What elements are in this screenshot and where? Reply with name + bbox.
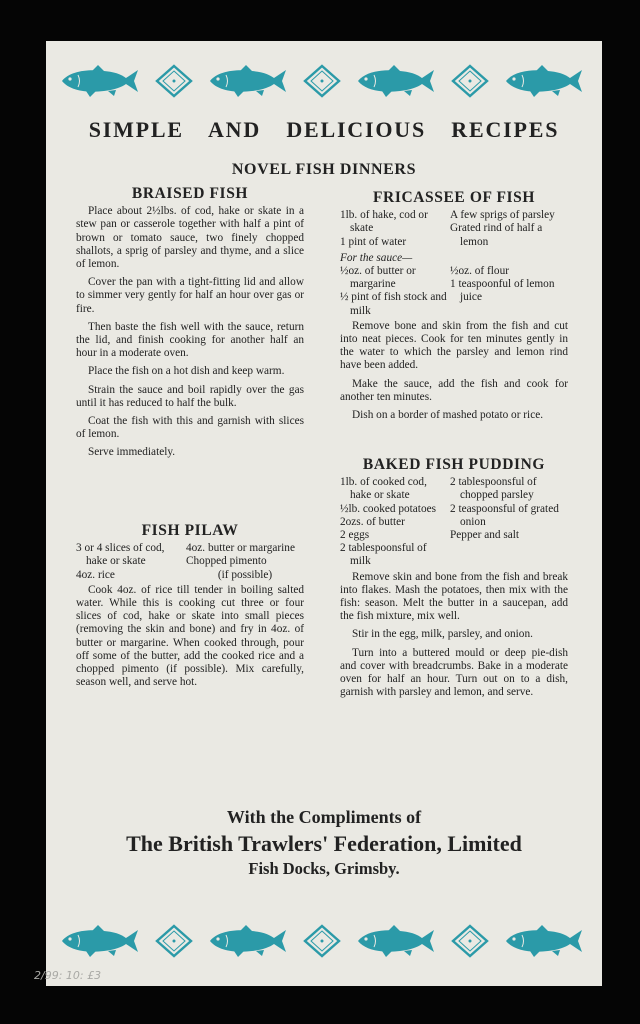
bottom-fish-border [46, 923, 602, 963]
baked-pudding-heading: BAKED FISH PUDDING [362, 456, 546, 473]
compliments-line: With the Compliments of [226, 807, 422, 827]
sauce-label: For the sauce— [340, 251, 413, 264]
fish-icon [58, 923, 142, 959]
recipe-leaflet [34, 41, 602, 986]
ingredient: 1lb. of cooked cod, hake or skate [340, 476, 427, 502]
ingredient: Pepper and salt [450, 529, 520, 542]
ingredient: 2 tablespoonsful of milk [340, 542, 427, 568]
baked-fish-pudding-recipe [340, 458, 568, 704]
braised-fish-step: Then baste the fish well with the sauce, return the lid, and finish cooking for another half an hour in a moderate oven. [76, 320, 304, 360]
fricassee-step: Dish on a border of mashed potato or rice. [352, 409, 544, 422]
ingredient: ½oz. of flour [450, 265, 509, 278]
flatfish-icon [153, 923, 195, 959]
flatfish-icon [301, 923, 343, 959]
flatfish-icon [449, 923, 491, 959]
fricassee-step: Remove bone and skin from the fish and cut into neat pieces. Cook for ten minutes gently in the water to which the parsley and lemon rind have been added. [340, 319, 568, 372]
ingredient: 2ozs. of butter [340, 515, 405, 528]
fish-pilaw-method: Cook 4oz. of rice till tender in boiling salted water. While this is cooking cut three or four slices of cod, hake or skate into small pieces (removing the skin and bone) and fry in 4oz. of butter or margarine. When cooked through, pour off some of the butter, add the cooked rice and a chopped pimento (if possible). Mix carefully, season well, and serve hot. [76, 583, 304, 689]
ingredient: 1 pint of water [340, 235, 407, 248]
fish-icon [354, 923, 438, 959]
ingredient: ½oz. of butter or margarine [340, 265, 416, 291]
fricassee-heading: FRICASSEE OF FISH [372, 189, 536, 206]
baked-pudding-step: Stir in the egg, milk, parsley, and onion. [352, 628, 533, 641]
ingredient: ½ pint of fish stock and milk [340, 291, 447, 317]
fricassee-ingredients [340, 209, 568, 249]
fish-pilaw-heading: FISH PILAW [141, 522, 239, 539]
baked-pudding-step: Turn into a buttered mould or deep pie-dish and cover with breadcrumbs. Bake in a moderate oven for half an hour. Turn out on to a dish, garnish with parsley and lemon, and serve. [340, 646, 568, 699]
ingredient: (if possible) [217, 568, 273, 581]
sauce-ingredients [340, 265, 568, 318]
ingredient: ½lb. cooked potatoes [340, 502, 437, 515]
braised-fish-step: Serve immediately. [88, 446, 176, 459]
braised-fish-step: Coat the fish with this and garnish with slices of lemon. [76, 415, 304, 441]
fish-icon [502, 923, 586, 959]
braised-fish-recipe [76, 187, 304, 465]
fricassee-recipe [340, 191, 568, 427]
pencil-annotation: 2/99: 10: £3 [34, 969, 102, 982]
braised-fish-step: Place about 2½lbs. of cod, hake or skate in a stew pan or casserole together with half a pint of brown or tomato sauce, two finely chopped shallots, a sprig of parsley and thyme, and a slice of lemon. [76, 205, 304, 271]
flatfish-icon [449, 63, 491, 99]
fish-icon [354, 63, 438, 99]
fish-pilaw-recipe [76, 524, 304, 694]
ingredient: A few sprigs of parsley [450, 209, 555, 222]
page-subtitle: NOVEL FISH DINNERS [231, 161, 417, 178]
flatfish-icon [301, 63, 343, 99]
ingredient: 2 tablespoonsful of chopped parsley [450, 476, 537, 502]
fish-icon [206, 923, 290, 959]
baked-pudding-step: Remove skin and bone from the fish and break into flakes. Mash the potatoes, then mix with the fish: season. Melt the butter in a saucepan, add the fish mixture, mix well. [340, 570, 568, 623]
fish-icon [58, 63, 142, 99]
ingredient: 2 eggs [340, 529, 370, 542]
fish-pilaw-ingredients [76, 542, 304, 582]
ingredient: 4oz. butter or margarine [186, 542, 295, 555]
baked-pudding-ingredients [340, 476, 568, 568]
braised-fish-step: Cover the pan with a tight-fitting lid and allow to simmer very gently for half an hour over gas or fire. [76, 276, 304, 315]
ingredient: 2 teaspoonsful of grated onion [450, 502, 559, 528]
braised-fish-step: Place the fish on a hot dish and keep warm. [88, 365, 285, 378]
federation-address: Fish Docks, Grimsby. [248, 859, 400, 878]
ingredient: 1 teaspoonful of lemon juice [450, 278, 555, 304]
fish-icon [206, 63, 290, 99]
ingredient: Grated rind of half a lemon [450, 222, 543, 248]
fish-icon [502, 63, 586, 99]
ingredient: 1lb. of hake, cod or skate [340, 209, 428, 235]
federation-name: The British Trawlers' Federation, Limited [126, 831, 522, 856]
page-title: SIMPLE AND DELICIOUS RECIPES [88, 117, 560, 142]
top-fish-border [46, 63, 602, 103]
ingredient: 4oz. rice [76, 568, 115, 581]
braised-fish-step: Strain the sauce and boil rapidly over the gas until it has reduced to half the bulk. [76, 383, 304, 409]
fricassee-step: Make the sauce, add the fish and cook for another ten minutes. [340, 377, 568, 403]
ingredient: Chopped pimento [186, 555, 267, 568]
braised-fish-heading: BRAISED FISH [131, 185, 249, 202]
flatfish-icon [153, 63, 195, 99]
ingredient: 3 or 4 slices of cod, hake or skate [76, 542, 165, 568]
